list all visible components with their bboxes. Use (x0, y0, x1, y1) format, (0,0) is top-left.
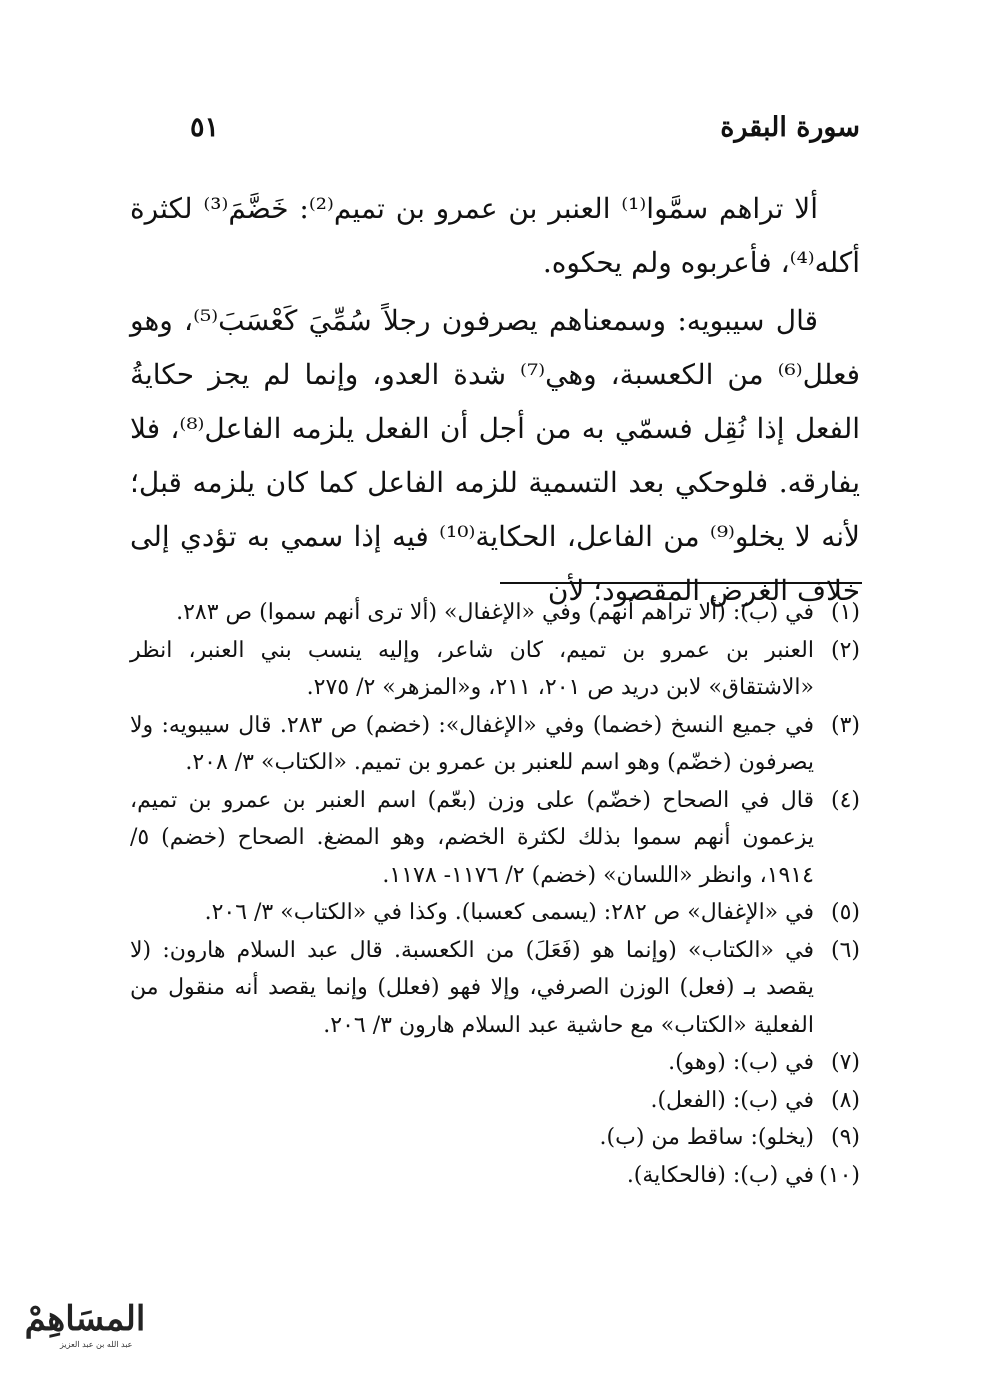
footnote-text: في «الكتاب» (وإنما هو (فَعَلَ) من الكعسبة. قال عبد السلام هارون: (لا يقصد بـ (فعل) الوزن الصرفي، وإلا فهو (فعلل) وإنما يقصد أنه منقول من الفعلية «الكتاب» مع حاشية عبد السلام هارون ٣/ ٢٠٦. (130, 937, 814, 1038)
footnote-text: في جميع النسخ (خضما) وفي «الإغفال»: (خضم) ص ٢٨٣. قال سيبويه: ولا يصرفون (خضّم) وهو اسم للعنبر بن عمرو بن تميم. «الكتاب» ٣/ ٢٠٨. (130, 712, 814, 775)
footnote (130, 1157, 860, 1195)
watermark-subtext: عبد الله بن عبد العزيز (60, 1340, 133, 1349)
footnotes (130, 594, 860, 1194)
footnote (130, 707, 860, 782)
footnote (130, 594, 860, 632)
main-text (130, 182, 860, 618)
paragraph: ألا تراهم سمَّوا⁽¹⁾ العنبر بن عمرو بن تميم⁽²⁾: خَضَّمَ⁽³⁾ لكثرة أكله⁽⁴⁾، فأعربوه ولم يحكوه. (130, 192, 860, 279)
footnote-number: (١) (830, 600, 860, 625)
footnote-number: (٤) (830, 787, 860, 813)
footnote-text: في (ب): (الفعل). (650, 1087, 814, 1113)
footnote-text: في (ب): (فالحكاية). (626, 1162, 814, 1188)
footnote-text: قال في الصحاح (خضّم) على وزن (بعّم) اسم العنبر بن عمرو بن تميم، يزعمون أنهم سموا بذلك لكثرة الخضم، وهو المضغ. الصحاح (خضم) ٥/ ١٩١٤، وانظر «اللسان» (خضم) ٢/ ١١٧٦- ١١٧٨. (130, 787, 814, 888)
footnote-text: في (ب): (ألا تراهم أنهم) وفي «الإغفال» (ألا ترى أنهم سموا) ص ٢٨٣. (176, 600, 814, 625)
footnote (130, 1082, 860, 1120)
footnote-number: (٨) (830, 1087, 860, 1113)
footnote-number: (٣) (830, 712, 860, 738)
footnote-text: في (ب): (وهو). (668, 1050, 814, 1075)
footnote-number: (٥) (830, 900, 860, 925)
footnote (130, 1119, 860, 1157)
paragraph: قال سيبويه: وسمعناهم يصرفون رجلاً سُمِّيَ كَعْسَبَ⁽⁵⁾، وهو فعلل⁽⁶⁾ من الكعسبة، وهي⁽⁷⁾ شدة العدو، وإنما لم يجز حكايةُ الفعل إذا نُقِل فسمّي به من أجل أن الفعل يلزمه الفاعل⁽⁸⁾، فلا يفارقه. فلوحكي بعد التسمية للزمه الفاعل كما كان يلزمه قبل؛ لأنه لا يخلو⁽⁹⁾ من الفاعل، الحكاية⁽¹⁰⁾ فيه إذا سمي به تؤدي إلى خلاف الغرض المقصود؛ لأن (130, 304, 861, 607)
footnote-number: (٧) (830, 1050, 860, 1075)
footnote-number: (٩) (830, 1125, 860, 1150)
footnote-number: (١٠) (819, 1162, 860, 1188)
page-number: ٥١ (190, 112, 220, 143)
footnote-number: (٢) (830, 637, 860, 663)
footnote-number: (٦) (830, 937, 860, 963)
footnote (130, 1044, 860, 1082)
watermark-logo-text: المسَاهِمْ (24, 1299, 146, 1339)
watermark-logo (10, 1288, 160, 1348)
footnote-text: العنبر بن عمرو بن تميم، كان شاعر، وإليه ينسب بني العنبر، انظر «الاشتقاق» لابن دريد ص ٢٠١، ٢١١، و«المزهر» ٢/ ٢٧٥. (130, 637, 814, 700)
footnote (130, 782, 860, 895)
footnote (130, 894, 860, 932)
footnote (130, 932, 860, 1045)
page-header (130, 112, 860, 152)
surah-title: سورة البقرة (720, 112, 860, 143)
footnote-divider (500, 582, 862, 584)
footnote-text: في «الإغفال» ص ٢٨٢: (يسمى كعسبا). وكذا في «الكتاب» ٣/ ٢٠٦. (204, 900, 814, 925)
footnote (130, 632, 860, 707)
footnote-text: (يخلو): ساقط من (ب). (599, 1125, 814, 1150)
